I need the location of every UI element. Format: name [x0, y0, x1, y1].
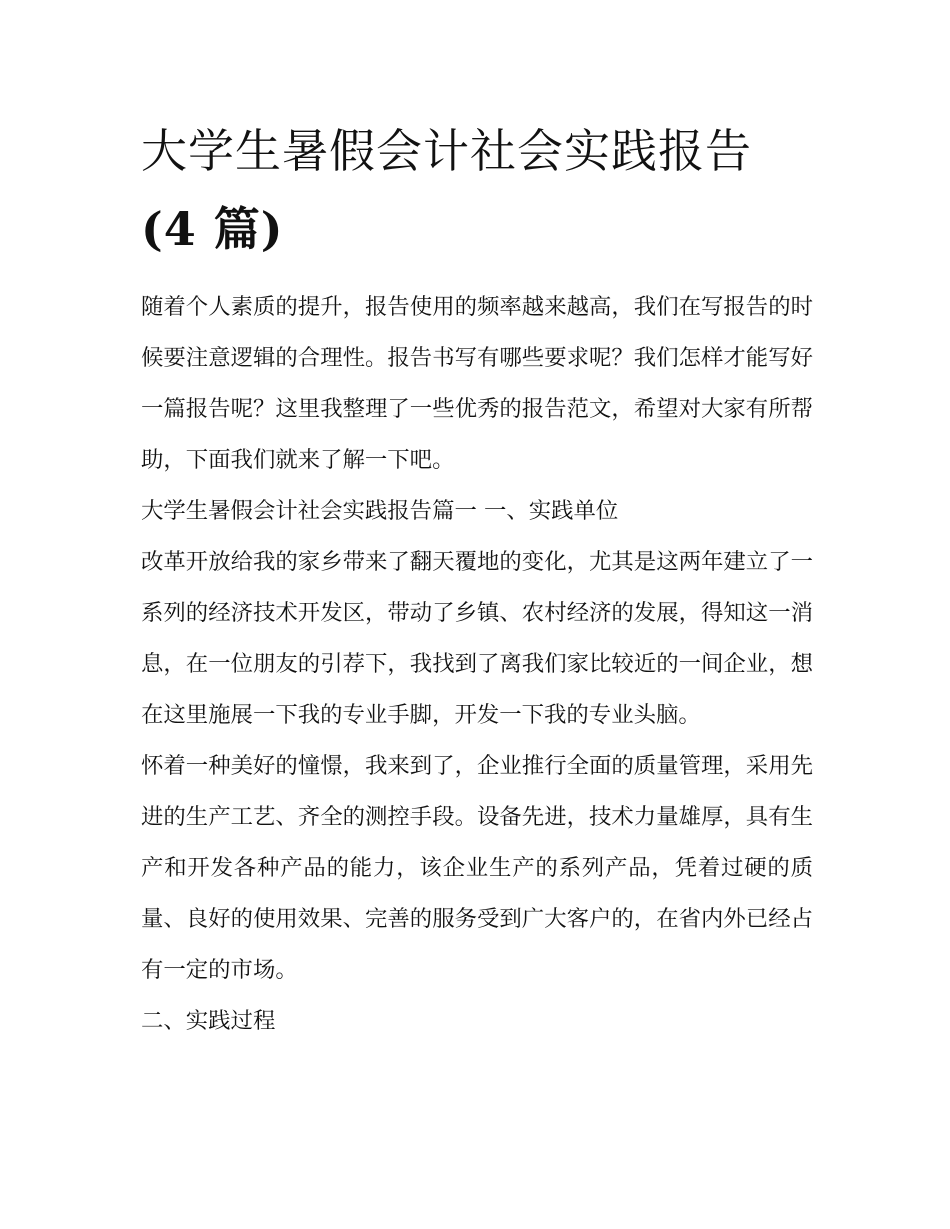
body-paragraph: 改革开放给我的家乡带来了翻天覆地的变化，尤其是这两年建立了一系列的经济技术开发区，带动了乡镇、农村经济的发展，得知这一消息，在一位朋友的引荐下，我找到了离我们家比较近的一间企业，想在这里施展一下我的专业手脚，开发一下我的专业头脑。 [141, 549, 813, 728]
title-line-2: (4 篇) [141, 202, 284, 256]
document-content [141, 112, 813, 1047]
body-paragraph: 怀着一种美好的憧憬，我来到了，企业推行全面的质量管理，采用先进的生产工艺、齐全的测控手段。设备先进，技术力量雄厚，具有生产和开发各种产品的能力，该企业生产的系列产品，凭着过硬的质量、良好的使用效果、完善的服务受到广大客户的，在省内外已经占有一定的市场。 [141, 753, 813, 983]
document-body [141, 282, 813, 1047]
intro-paragraph: 随着个人素质的提升，报告使用的频率越来越高，我们在写报告的时候要注意逻辑的合理性。报告书写有哪些要求呢？我们怎样才能写好一篇报告呢？这里我整理了一些优秀的报告范文，希望对大家有所帮助，下面我们就来了解一下吧。 [141, 294, 813, 473]
section-heading-practice-process: 二、实践过程 [141, 1008, 276, 1034]
document-title [141, 112, 813, 268]
title-line-1: 大学生暑假会计社会实践报告 [141, 124, 752, 178]
section-heading-practice-unit: 大学生暑假会计社会实践报告篇一 一、实践单位 [141, 498, 619, 524]
